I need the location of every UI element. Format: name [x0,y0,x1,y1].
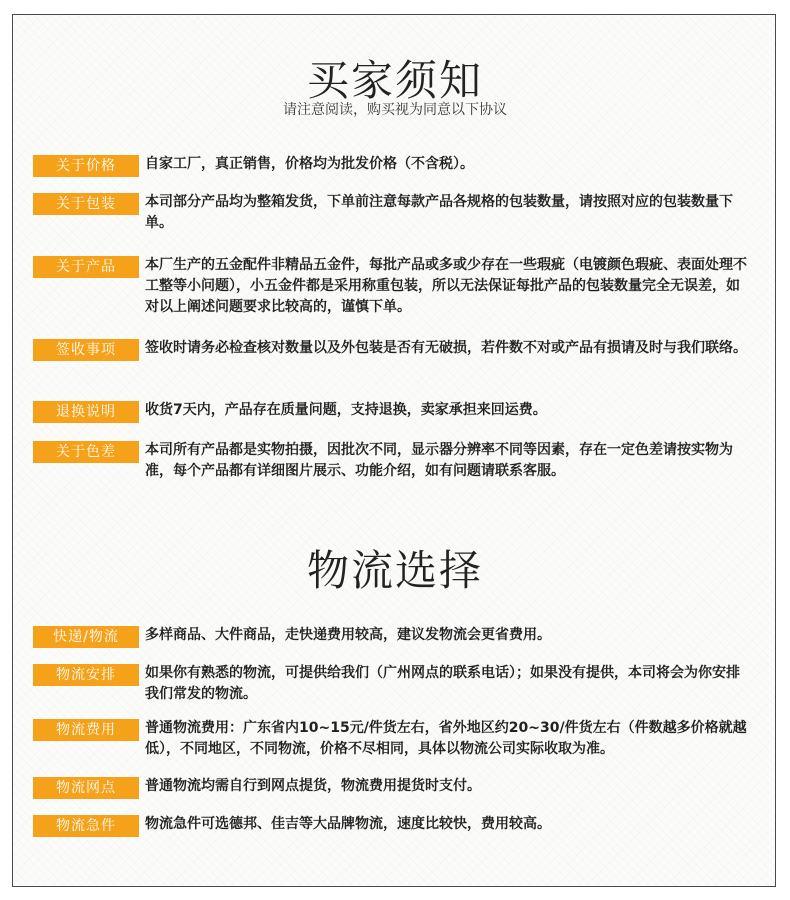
logistics-text: 多样商品、大件商品，走快递费用较高，建议发物流会更省费用。 [145,627,551,643]
logistics-text: 普通物流均需自行到网点提货，物流费用提货时支付。 [145,778,481,794]
notice-text: 自家工厂，真正销售，价格均为批发价格（不含税）。 [145,156,474,172]
logistics-label: 物流费用 [33,719,139,741]
logistics-label: 物流急件 [33,815,139,837]
notice-text: 本厂生产的五金配件非精品五金件，每批产品或多或少存在一些瑕疵（电镀颜色瑕疵、表面处理不工整等小问题），小五金件都是采用称重包装，所以无法保证每批产品的包装数量完全无误差，如对以上阐述问题要求比较高的，谨慎下单。 [145,257,747,315]
notice-text: 签收时请务必检查核对数量以及外包装是否有无破损，若件数不对或产品有损请及时与我们联络。 [145,340,747,356]
logistics-text: 如果你有熟悉的物流，可提供给我们（广州网点的联系电话）；如果没有提供，本司将会为你安排我们常发的物流。 [145,665,740,702]
notice-label: 关于价格 [33,155,139,177]
logistics-label: 物流网点 [33,777,139,799]
notice-text: 收货7天内，产品存在质量问题，支持退换，卖家承担来回运费。 [145,402,547,418]
buyer-notice-title: 买家须知 [306,56,483,105]
logistics-title: 物流选择 [306,546,483,595]
notice-label: 关于产品 [33,256,139,278]
buyer-notice-subtitle: 请注意阅读，购买视为同意以下协议 [283,102,507,118]
logistics-label: 快递/物流 [33,626,139,648]
logistics-text: 普通物流费用：广东省内10~15元/件货左右，省外地区约20~30/件货左右（件数越多价格就越低），不同地区，不同物流，价格不尽相同，具体以物流公司实际收取为准。 [145,720,747,757]
logistics-text: 物流急件可选德邦、佳吉等大品牌物流，速度比较快，费用较高。 [145,816,551,832]
notice-text: 本司所有产品都是实物拍摄，因批次不同，显示器分辨率不同等因素，存在一定色差请按实物为准，每个产品都有详细图片展示、功能介绍，如有问题请联系客服。 [145,442,733,479]
notice-label: 关于包装 [33,193,139,215]
logistics-label: 物流安排 [33,664,139,686]
notice-label: 签收事项 [33,339,139,361]
notice-text: 本司部分产品均为整箱发货，下单前注意每款产品各规格的包装数量，请按照对应的包装数量下单。 [145,194,733,231]
notice-label: 退换说明 [33,401,139,423]
notice-label: 关于色差 [33,441,139,463]
